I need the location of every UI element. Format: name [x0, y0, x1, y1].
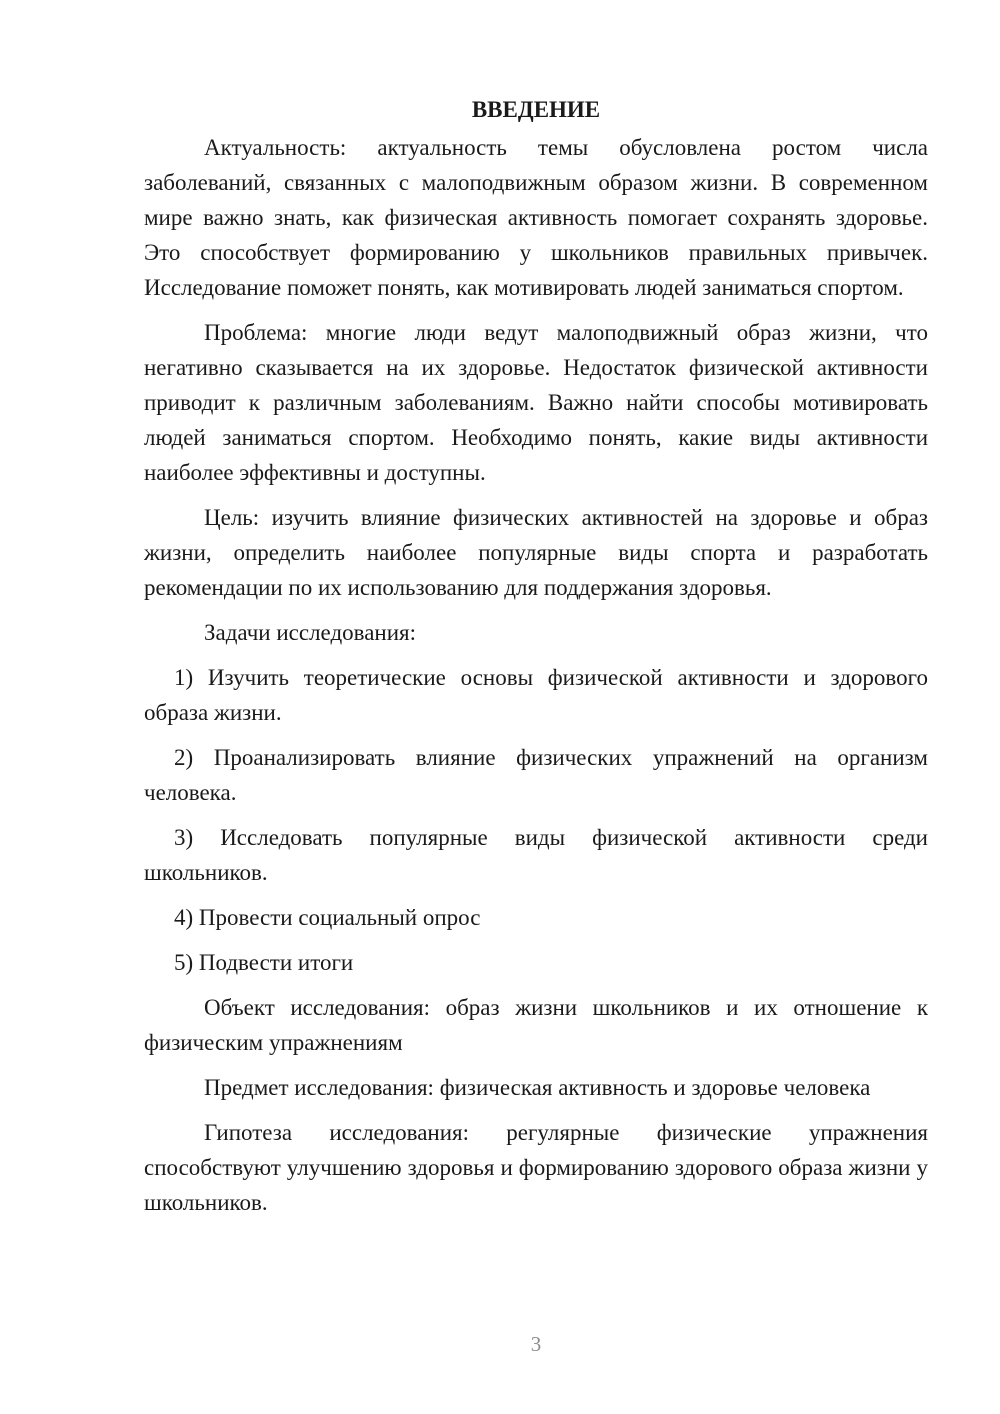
task-item-3: 3) Исследовать популярные виды физической активности среди школьников.	[144, 825, 928, 885]
subject-paragraph: Предмет исследования: физическая активность и здоровье человека	[204, 1075, 871, 1100]
tasks-title: Задачи исследования:	[204, 620, 417, 645]
goal-paragraph: Цель: изучить влияние физических активностей на здоровье и образ жизни, определить наиболее популярные виды спорта и разработать рекомендации по их использованию для поддержания здоровья.	[144, 505, 928, 600]
task-item-5: 5) Подвести итоги	[174, 950, 354, 975]
object-paragraph: Объект исследования: образ жизни школьников и их отношение к физическим упражнениям	[144, 995, 928, 1055]
page-number: 3	[530, 1332, 542, 1356]
document-page	[144, 92, 928, 1230]
relevance-paragraph: Актуальность: актуальность темы обусловлена ростом числа заболеваний, связанных с малоподвижным образом жизни. В современном мире важно знать, как физическая активность помогает сохранять здоровье. Это способствует формированию у школьников правильных привычек. Исследование поможет понять, как мотивировать людей заниматься спортом.	[144, 135, 928, 300]
problem-paragraph: Проблема: многие люди ведут малоподвижный образ жизни, что негативно сказывается на их здоровье. Недостаток физической активности приводит к различным заболеваниям. Важно найти способы мотивировать людей заниматься спортом. Необходимо понять, какие виды активности наиболее эффективны и доступны.	[144, 320, 928, 485]
hypothesis-paragraph: Гипотеза исследования: регулярные физические упражнения способствуют улучшению здоровья и формированию здорового образа жизни у школьников.	[144, 1120, 928, 1215]
task-item-1: 1) Изучить теоретические основы физической активности и здорового образа жизни.	[144, 665, 928, 725]
page-title: ВВЕДЕНИЕ	[471, 97, 601, 122]
task-item-4: 4) Провести социальный опрос	[174, 905, 481, 930]
task-item-2: 2) Проанализировать влияние физических упражнений на организм человека.	[144, 745, 928, 805]
